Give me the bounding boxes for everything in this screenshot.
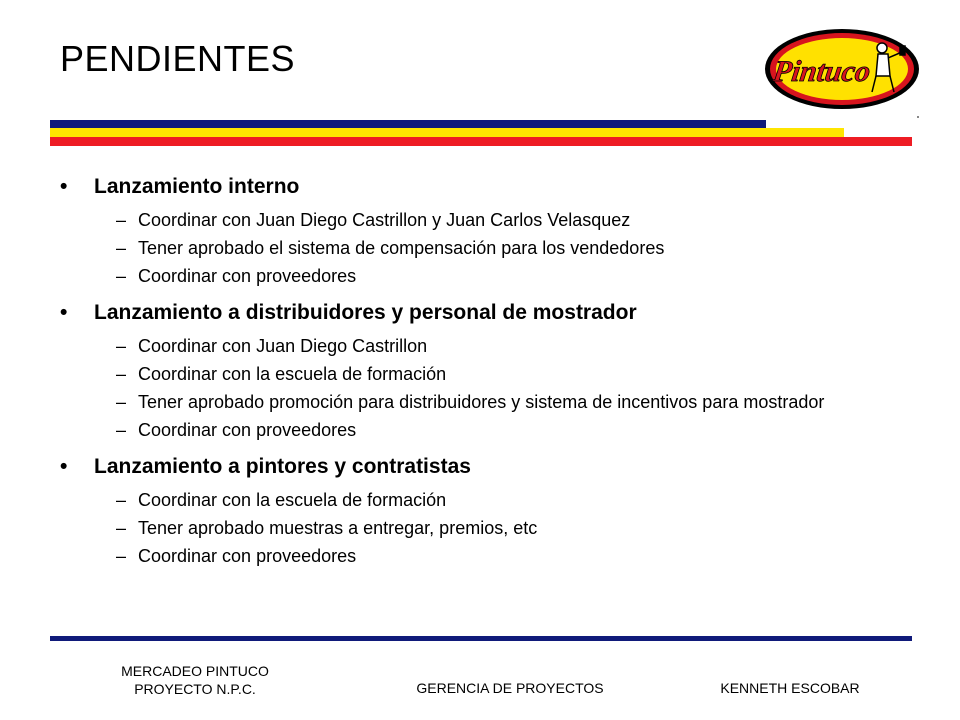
dash-icon: – — [116, 266, 127, 286]
list-item — [60, 266, 920, 286]
section-heading-text: Lanzamiento a distribuidores y personal de mostrador — [94, 301, 637, 324]
footer-department-line1: MERCADEO PINTUCO — [121, 663, 269, 679]
svg-text:Pintuco: Pintuco — [771, 54, 873, 88]
list-item-text: Tener aprobado muestras a entregar, premios, etc — [138, 518, 538, 538]
list-item — [60, 420, 920, 440]
sub-list — [60, 490, 920, 566]
list-item-text: Coordinar con la escuela de formación — [138, 364, 447, 384]
dash-icon: – — [116, 238, 127, 258]
list-item-text: Coordinar con Juan Diego Castrillon — [138, 336, 428, 356]
sub-list — [60, 210, 920, 286]
list-item — [60, 518, 920, 538]
slide-title: PENDIENTES — [60, 38, 296, 79]
list-item — [60, 392, 920, 412]
dash-icon: – — [116, 490, 127, 510]
footer-department-line2: PROYECTO N.P.C. — [134, 681, 256, 697]
section-heading-text: Lanzamiento interno — [94, 175, 300, 198]
bullet-content — [60, 172, 920, 566]
list-item-text: Coordinar con la escuela de formación — [138, 490, 447, 510]
section-distributors-launch — [60, 298, 920, 440]
list-item — [60, 546, 920, 566]
dash-icon: – — [116, 420, 127, 440]
header-stripe-yellow — [50, 128, 844, 137]
dash-icon: – — [116, 364, 127, 384]
bullet-icon: • — [60, 301, 68, 324]
section-heading — [60, 172, 920, 202]
dash-icon: – — [116, 210, 127, 230]
sub-list — [60, 336, 920, 440]
list-item — [60, 490, 920, 510]
list-item-text: Coordinar con proveedores — [138, 266, 357, 286]
dash-icon: – — [116, 518, 127, 538]
section-heading-text: Lanzamiento a pintores y contratistas — [94, 455, 471, 478]
list-item — [60, 364, 920, 384]
section-internal-launch — [60, 172, 920, 286]
section-heading — [60, 298, 920, 328]
pintuco-logo — [762, 26, 922, 112]
list-item — [60, 238, 920, 258]
footer-author: KENNETH ESCOBAR — [720, 680, 860, 696]
list-item-text: Tener aprobado promoción para distribuidores y sistema de incentivos para mostrador — [138, 392, 825, 412]
list-item-text: Coordinar con proveedores — [138, 546, 357, 566]
footer-department — [90, 662, 300, 698]
footer-divider — [50, 636, 912, 641]
list-item-text: Coordinar con proveedores — [138, 420, 357, 440]
header-stripe-blue — [50, 120, 766, 128]
dash-icon: – — [116, 546, 127, 566]
bullet-icon: • — [60, 455, 68, 478]
section-painters-launch — [60, 452, 920, 566]
decorative-dot — [917, 116, 919, 118]
header-stripe-red — [50, 137, 912, 146]
dash-icon: – — [116, 336, 127, 356]
list-item — [60, 336, 920, 356]
footer-management: GERENCIA DE PROYECTOS — [416, 680, 604, 696]
section-heading — [60, 452, 920, 482]
list-item-text: Tener aprobado el sistema de compensación para los vendedores — [138, 238, 665, 258]
dash-icon: – — [116, 392, 127, 412]
list-item-text: Coordinar con Juan Diego Castrillon y Juan Carlos Velasquez — [138, 210, 631, 230]
bullet-icon: • — [60, 175, 68, 198]
list-item — [60, 210, 920, 230]
